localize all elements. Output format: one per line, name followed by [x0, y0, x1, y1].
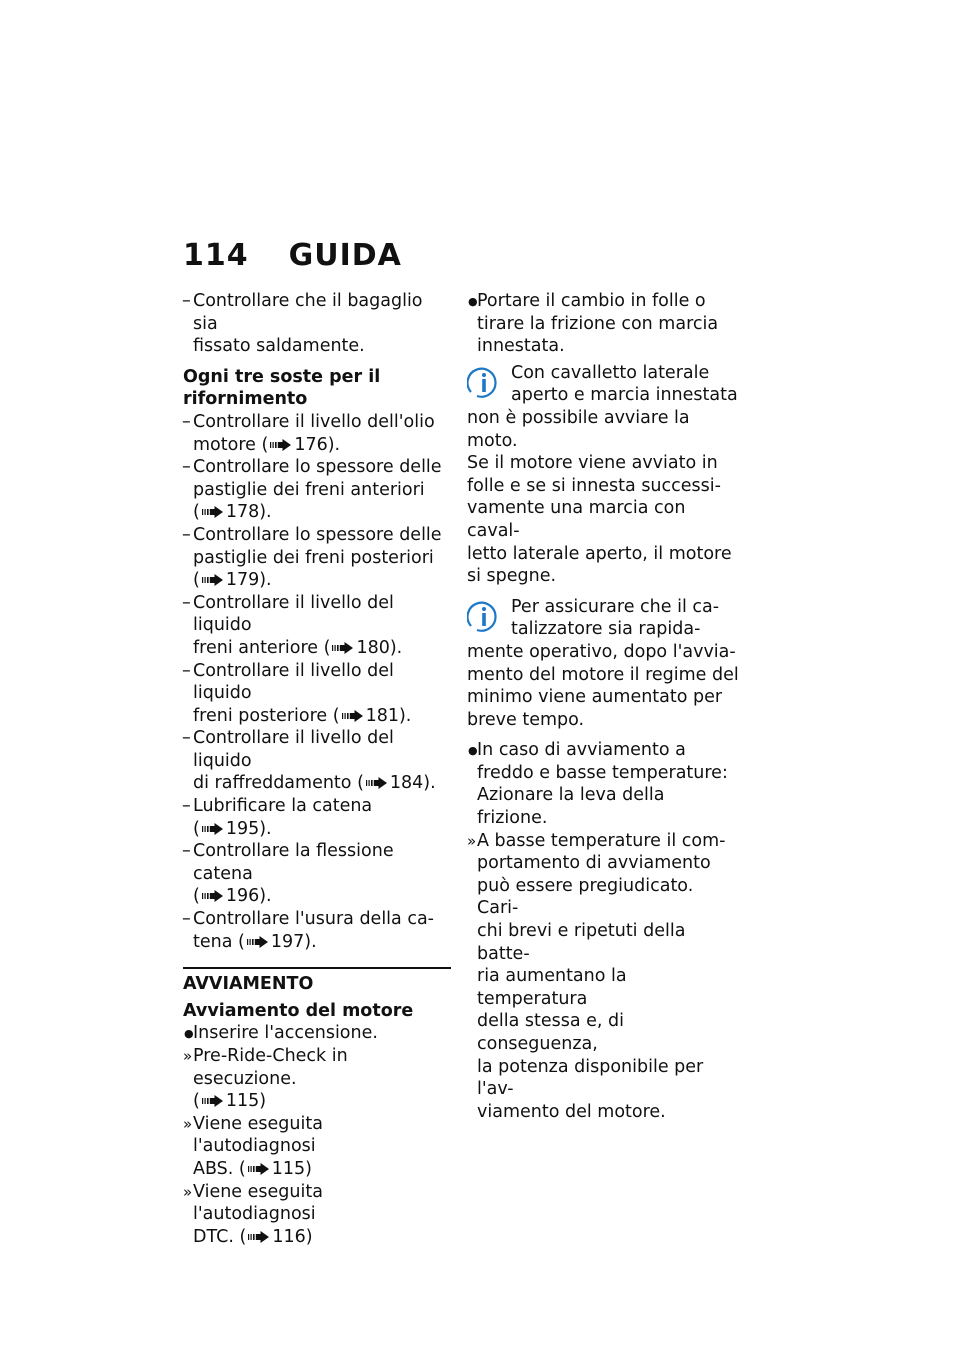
page-ref-arrow-icon: [202, 890, 224, 902]
list-item: » A basse temperature il com- portamento di avviamento può essere pregiudicato. Cari- chi brevi e ripetuti della batte- ria aumentano la temperatura della stessa e, di conseguenza, la potenza disponibile per l'av- viamento del motore.: [467, 830, 726, 1122]
info-icon: [467, 366, 501, 400]
list-item: – Controllare lo spessore delle pastiglie dei freni anteriori ( 178).: [183, 456, 451, 524]
dash-marker: –: [182, 660, 191, 681]
dash-marker: –: [182, 457, 191, 478]
page-reference[interactable]: ( 115): [193, 1091, 267, 1112]
info-icon: [467, 600, 501, 634]
page-ref-arrow-icon: [202, 823, 224, 835]
list-item: – Controllare lo spessore delle pastiglie dei freni posteriori ( 179).: [183, 524, 451, 592]
subsection-title: Avviamento del motore: [183, 1000, 414, 1021]
section-title: AVVIAMENTO: [183, 967, 451, 996]
result-marker: »: [183, 1182, 193, 1201]
dash-marker: –: [182, 796, 191, 817]
page-reference[interactable]: di raffreddamento ( 184).: [193, 773, 436, 794]
dash-marker: –: [182, 909, 191, 930]
list-item: ● Inserire l'accensione.: [183, 1022, 451, 1045]
info-note: Con cavalletto laterale aperto e marcia innestata non è possibile avviare la moto. Se il motore viene avviato in folle e se si innesta successi- vamente una marcia con caval- letto laterale aperto, il motore si spegne.: [467, 362, 738, 587]
list-item: – Controllare il livello del liquido di raffreddamento ( 184).: [183, 727, 451, 795]
page-ref-arrow-icon: [366, 777, 388, 789]
dash-marker: –: [182, 841, 191, 862]
list-item: – Controllare che il bagaglio sia fissato saldamente.: [182, 291, 423, 357]
result-marker: »: [183, 1114, 193, 1133]
list-item: – Controllare la flessione catena ( 196).: [183, 840, 451, 908]
page-ref-arrow-icon: [248, 1231, 270, 1243]
result-list: [183, 1045, 451, 1248]
bullet-marker: ●: [468, 295, 478, 308]
list-item: – Controllare il livello del liquido freni anteriore ( 180).: [183, 592, 451, 660]
list-item: – Lubrificare la catena ( 195).: [183, 795, 451, 840]
page-header: [183, 238, 402, 273]
list-item: – Controllare il livello dell'olio motore ( 176).: [183, 411, 451, 456]
bullet-marker: ●: [184, 1027, 194, 1041]
list-item: ● Portare il cambio in folle o tirare la frizione con marcia innestata.: [468, 291, 719, 357]
bullet-marker: ●: [468, 744, 478, 758]
page-ref-arrow-icon: [342, 710, 364, 722]
page-reference[interactable]: ABS. ( 115): [193, 1158, 312, 1179]
page-reference[interactable]: tena ( 197).: [193, 931, 317, 952]
page-ref-arrow-icon: [202, 1095, 224, 1107]
dash-marker: –: [182, 291, 191, 311]
dash-marker: –: [182, 524, 191, 545]
page-ref-arrow-icon: [248, 1163, 270, 1175]
list-item: » Viene eseguita l'autodiagnosi DTC. ( 116): [183, 1181, 451, 1249]
page-ref-arrow-icon: [270, 439, 292, 451]
list-item: » Viene eseguita l'autodiagnosi ABS. ( 115): [183, 1113, 451, 1181]
page-reference[interactable]: ( 178).: [193, 502, 272, 523]
list-item: – Controllare l'usura della ca- tena ( 197).: [183, 908, 451, 953]
maintenance-list: [183, 411, 451, 953]
left-column: [183, 290, 451, 1248]
list-item: – Controllare il livello del liquido freni posteriore ( 181).: [183, 660, 451, 728]
page-reference[interactable]: freni posteriore ( 181).: [193, 705, 412, 726]
dash-marker: –: [182, 728, 191, 749]
page-ref-arrow-icon: [202, 506, 224, 518]
page-reference[interactable]: motore ( 176).: [193, 434, 341, 455]
dash-marker: –: [182, 592, 191, 613]
dash-marker: –: [182, 411, 191, 432]
list-item: ● In caso di avviamento a freddo e basse temperature: Azionare la leva della frizione.: [468, 740, 728, 829]
page-ref-arrow-icon: [247, 936, 269, 948]
page-number: 114: [183, 238, 249, 273]
page-reference[interactable]: ( 179).: [193, 570, 272, 591]
page-ref-arrow-icon: [202, 574, 224, 586]
result-marker: »: [183, 1047, 193, 1065]
right-column: [467, 290, 739, 1123]
heading-refuel: Ogni tre soste per il rifornimento: [183, 366, 381, 410]
page-reference[interactable]: ( 195).: [193, 818, 272, 839]
page-reference[interactable]: freni anteriore ( 180).: [193, 637, 403, 658]
page-reference[interactable]: ( 196).: [193, 886, 272, 907]
page-ref-arrow-icon: [332, 642, 354, 654]
result-marker: »: [467, 831, 477, 850]
chapter-title: GUIDA: [288, 238, 402, 273]
info-note: Per assicurare che il ca- talizzatore sia rapida- mente operativo, dopo l'avvia- mento del motore il regime del minimo viene aumentato per breve tempo.: [467, 596, 739, 730]
page-reference[interactable]: DTC. ( 116): [193, 1226, 313, 1247]
list-item: » Pre-Ride-Check in esecuzione. ( 115): [183, 1045, 451, 1113]
